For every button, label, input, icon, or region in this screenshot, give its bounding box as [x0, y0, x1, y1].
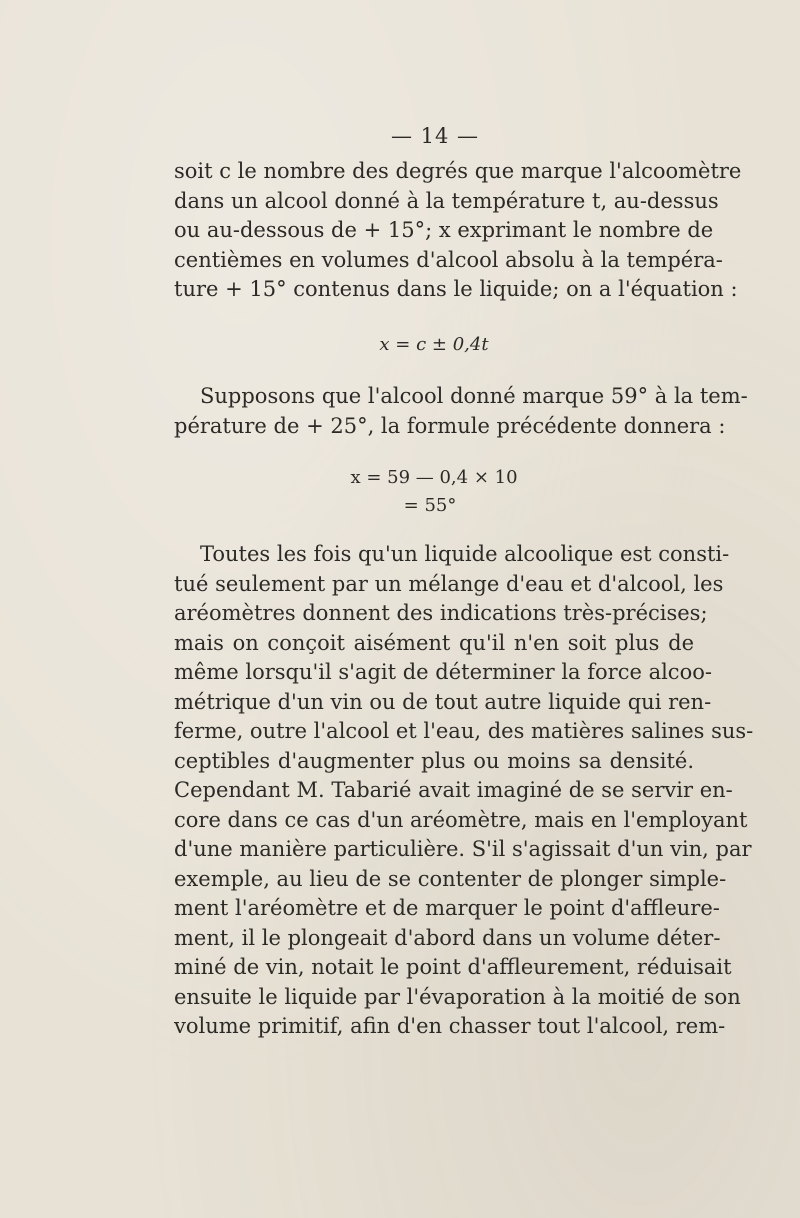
text-line: Cependant M. Tabarié avait imaginé de se servir en-: [174, 778, 733, 802]
text-line: ceptibles d'augmenter plus ou moins sa densité.: [174, 748, 694, 773]
paragraph-1: [174, 157, 742, 305]
equation-result: = 55°: [403, 495, 457, 516]
text-line: ture + 15° contenus dans le liquide; on a l'équation :: [174, 277, 738, 301]
text-line: exemple, au lieu de se contenter de plonger simple-: [174, 866, 727, 891]
text-line: centièmes en volumes d'alcool absolu à la tempéra-: [174, 247, 723, 272]
page-number: — 14 —: [390, 124, 480, 148]
text-line: core dans ce cas d'un aréomètre, mais en l'employant: [174, 807, 748, 832]
text-line: ensuite le liquide par l'évaporation à la moitié de son: [174, 984, 741, 1009]
text-line: soit c le nombre des degrés que marque l'alcoomètre: [174, 159, 742, 183]
text-line: miné de vin, notait le point d'affleurement, réduisait: [174, 955, 732, 979]
text-line: ferme, outre l'alcool et l'eau, des matières salines sus-: [174, 719, 754, 743]
text-line: tué seulement par un mélange d'eau et d'alcool, les: [174, 571, 724, 596]
text-line: Supposons que l'alcool donné marque 59° à la tem-: [200, 384, 748, 408]
text-line: volume primitif, afin d'en chasser tout l'alcool, rem-: [174, 1014, 726, 1038]
equation-formula: x = c ± 0,4t: [379, 334, 489, 355]
text-line: métrique d'un vin ou de tout autre liquide qui ren-: [174, 689, 712, 714]
text-line: mais on conçoit aisément qu'il n'en soit plus de: [174, 630, 694, 655]
text-line: Toutes les fois qu'un liquide alcoolique est consti-: [200, 542, 730, 566]
text-line: ou au-dessous de + 15°; x exprimant le nombre de: [174, 218, 714, 242]
text-line: aréomètres donnent des indications très-précises;: [174, 601, 708, 625]
paragraph-2: [174, 382, 748, 441]
paragraph-3: [174, 540, 754, 1042]
text-line: pérature de + 25°, la formule précédente donnera :: [174, 413, 726, 438]
equation-calculation: x = 59 — 0,4 × 10: [350, 467, 518, 488]
text-line: dans un alcool donné à la température t, au-dessus: [174, 188, 719, 213]
text-line: d'une manière particulière. S'il s'agissait d'un vin, par: [174, 837, 752, 861]
text-line: même lorsqu'il s'agit de déterminer la force alcoo-: [174, 660, 712, 684]
text-line: ment, il le plongeait d'abord dans un volume déter-: [174, 925, 721, 950]
text-line: ment l'aréomètre et de marquer le point d'affleure-: [174, 896, 720, 920]
